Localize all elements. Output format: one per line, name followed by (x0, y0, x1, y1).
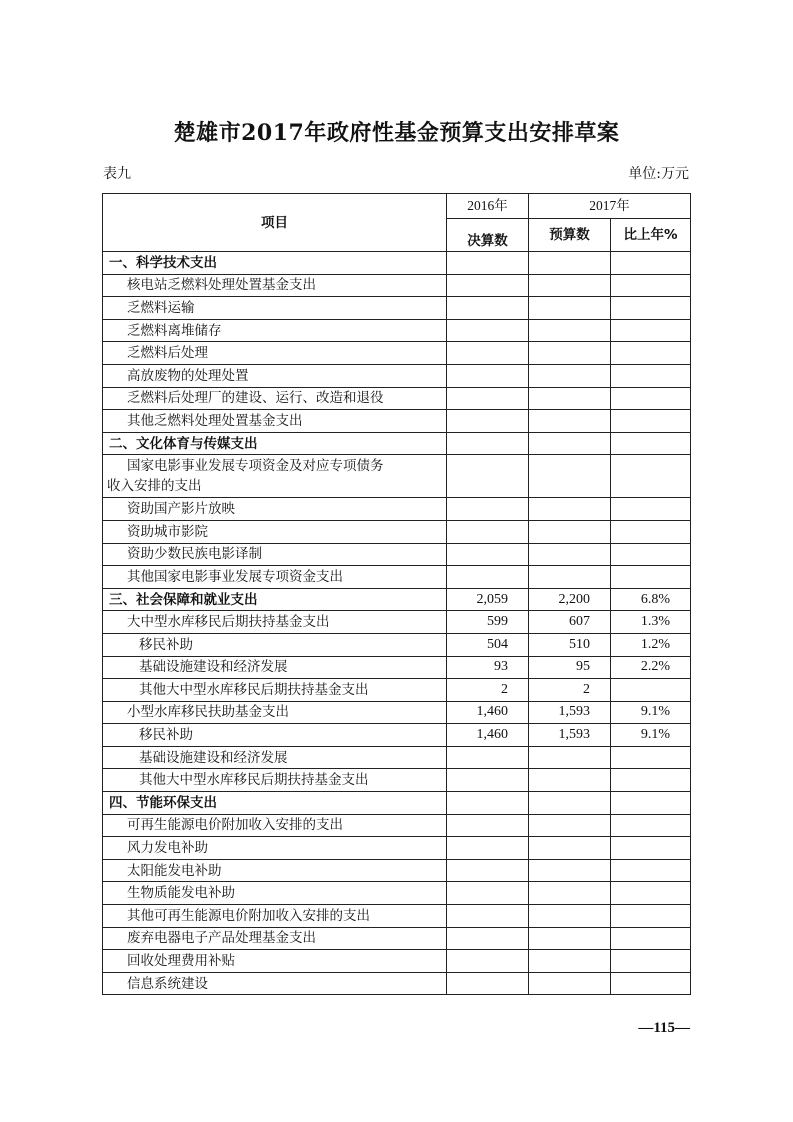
value-ratio (611, 387, 691, 410)
value-ratio (611, 543, 691, 566)
header-row-1 (103, 194, 691, 219)
header-item: 项目 (103, 194, 447, 252)
value-2017: 1,593 (529, 701, 611, 724)
table-row (103, 950, 691, 973)
value-2017: 607 (529, 611, 611, 634)
value-2016 (447, 814, 529, 837)
value-2016 (447, 297, 529, 320)
value-2017 (529, 297, 611, 320)
item-label: 可再生能源电价附加收入安排的支出 (103, 814, 447, 837)
item-label: 基础设施建设和经济发展 (103, 656, 447, 679)
value-2017 (529, 364, 611, 387)
item-label: 高放废物的处理处置 (103, 364, 447, 387)
item-label: 基础设施建设和经济发展 (103, 746, 447, 769)
section-label: 三、社会保障和就业支出 (103, 588, 447, 611)
value-ratio (611, 746, 691, 769)
value-ratio: 6.8% (611, 588, 691, 611)
table-row (103, 498, 691, 521)
value-2016 (447, 498, 529, 521)
value-ratio (611, 566, 691, 589)
item-label: 废弃电器电子产品处理基金支出 (103, 927, 447, 950)
value-2017 (529, 814, 611, 837)
value-2017 (529, 498, 611, 521)
table-row (103, 701, 691, 724)
item-label: 大中型水库移民后期扶持基金支出 (103, 611, 447, 634)
value-2016 (447, 410, 529, 433)
value-2016 (447, 905, 529, 928)
table-row (103, 656, 691, 679)
value-2016 (447, 927, 529, 950)
value-ratio (611, 882, 691, 905)
table-number: 表九 (103, 166, 131, 182)
header-budget: 预算数 (529, 219, 611, 252)
value-2017 (529, 342, 611, 365)
value-2017 (529, 319, 611, 342)
value-ratio (611, 905, 691, 928)
value-ratio (611, 859, 691, 882)
table-row (103, 837, 691, 860)
value-2016: 2 (447, 679, 529, 702)
unit-label: 单位:万元 (628, 166, 689, 182)
value-2016 (447, 387, 529, 410)
value-2017: 1,593 (529, 724, 611, 747)
item-label (103, 455, 447, 498)
table-row (103, 364, 691, 387)
value-ratio (611, 769, 691, 792)
value-2016 (447, 543, 529, 566)
value-2017: 2,200 (529, 588, 611, 611)
section-label: 二、文化体育与传媒支出 (103, 432, 447, 455)
value-ratio: 1.3% (611, 611, 691, 634)
value-2016 (447, 972, 529, 995)
value-2017 (529, 252, 611, 275)
value-2017 (529, 792, 611, 815)
table-row (103, 792, 691, 815)
value-2017 (529, 543, 611, 566)
value-2016 (447, 769, 529, 792)
table-row (103, 972, 691, 995)
table-row (103, 679, 691, 702)
table-row (103, 520, 691, 543)
value-2017: 95 (529, 656, 611, 679)
value-2017 (529, 950, 611, 973)
value-ratio (611, 837, 691, 860)
value-ratio (611, 410, 691, 433)
budget-table (102, 193, 691, 995)
value-2017 (529, 859, 611, 882)
item-label: 其他可再生能源电价附加收入安排的支出 (103, 905, 447, 928)
value-ratio (611, 679, 691, 702)
value-2017 (529, 927, 611, 950)
item-label: 太阳能发电补助 (103, 859, 447, 882)
value-2017 (529, 972, 611, 995)
value-ratio (611, 972, 691, 995)
value-ratio (611, 319, 691, 342)
table-row (103, 882, 691, 905)
table-row (103, 543, 691, 566)
value-2016: 1,460 (447, 701, 529, 724)
value-ratio (611, 950, 691, 973)
page-number: —115— (638, 1020, 690, 1036)
value-2016: 504 (447, 633, 529, 656)
value-2016 (447, 882, 529, 905)
item-label: 小型水库移民扶助基金支出 (103, 701, 447, 724)
value-2016: 2,059 (447, 588, 529, 611)
table-row (103, 905, 691, 928)
table-row (103, 410, 691, 433)
table-row (103, 319, 691, 342)
table-row (103, 387, 691, 410)
table-row (103, 724, 691, 747)
item-label: 资助城市影院 (103, 520, 447, 543)
value-2017 (529, 566, 611, 589)
header-2016: 2016年 (447, 194, 529, 219)
value-2016: 93 (447, 656, 529, 679)
value-ratio (611, 520, 691, 543)
value-ratio (611, 432, 691, 455)
item-label: 资助国产影片放映 (103, 498, 447, 521)
value-ratio (611, 927, 691, 950)
table-row (103, 342, 691, 365)
value-2016 (447, 746, 529, 769)
table-row (103, 432, 691, 455)
value-2017: 510 (529, 633, 611, 656)
value-ratio (611, 342, 691, 365)
table-row (103, 566, 691, 589)
item-label: 资助少数民族电影译制 (103, 543, 447, 566)
value-2017 (529, 905, 611, 928)
value-2017 (529, 387, 611, 410)
section-label: 四、节能环保支出 (103, 792, 447, 815)
value-2017 (529, 520, 611, 543)
value-2017: 2 (529, 679, 611, 702)
table-row (103, 588, 691, 611)
value-ratio (611, 274, 691, 297)
value-ratio (611, 297, 691, 320)
value-2016 (447, 364, 529, 387)
item-label: 乏燃料后处理 (103, 342, 447, 365)
value-2016 (447, 566, 529, 589)
value-2017 (529, 274, 611, 297)
table-row (103, 859, 691, 882)
table-row (103, 746, 691, 769)
item-label: 其他国家电影事业发展专项资金支出 (103, 566, 447, 589)
value-2017 (529, 746, 611, 769)
value-2017 (529, 410, 611, 433)
table-row (103, 455, 691, 498)
table-row (103, 611, 691, 634)
value-ratio: 1.2% (611, 633, 691, 656)
value-2017 (529, 837, 611, 860)
value-2016: 1,460 (447, 724, 529, 747)
value-2017 (529, 432, 611, 455)
value-2016 (447, 792, 529, 815)
item-label: 移民补助 (103, 724, 447, 747)
table-row (103, 769, 691, 792)
header-2016-final: 决算数 (447, 219, 529, 252)
table-row (103, 814, 691, 837)
value-2016 (447, 859, 529, 882)
value-2016 (447, 319, 529, 342)
item-label: 乏燃料运输 (103, 297, 447, 320)
value-ratio (611, 498, 691, 521)
item-label: 乏燃料离堆储存 (103, 319, 447, 342)
table-row (103, 633, 691, 656)
value-2016 (447, 252, 529, 275)
item-label: 风力发电补助 (103, 837, 447, 860)
value-ratio (611, 814, 691, 837)
header-ratio: 比上年% (611, 219, 691, 252)
value-2016 (447, 520, 529, 543)
section-label: 一、科学技术支出 (103, 252, 447, 275)
value-2016 (447, 432, 529, 455)
item-label: 其他乏燃料处理处置基金支出 (103, 410, 447, 433)
value-ratio (611, 252, 691, 275)
value-ratio (611, 792, 691, 815)
value-2016 (447, 342, 529, 365)
item-label-line2: 收入安排的支出 (107, 478, 202, 495)
item-label: 回收处理费用补贴 (103, 950, 447, 973)
value-2017 (529, 769, 611, 792)
value-ratio (611, 455, 691, 498)
item-label: 其他大中型水库移民后期扶持基金支出 (103, 679, 447, 702)
header-2017: 2017年 (529, 194, 691, 219)
value-ratio: 9.1% (611, 724, 691, 747)
value-2016 (447, 950, 529, 973)
table-row (103, 252, 691, 275)
value-ratio (611, 364, 691, 387)
item-label: 移民补助 (103, 633, 447, 656)
item-label: 乏燃料后处理厂的建设、运行、改造和退役 (103, 387, 447, 410)
item-label: 其他大中型水库移民后期扶持基金支出 (103, 769, 447, 792)
page-title: 楚雄市2017年政府性基金预算支出安排草案 (173, 120, 620, 146)
item-label: 核电站乏燃料处理处置基金支出 (103, 274, 447, 297)
table-row (103, 297, 691, 320)
value-2017 (529, 882, 611, 905)
value-ratio: 9.1% (611, 701, 691, 724)
value-2016: 599 (447, 611, 529, 634)
table-row (103, 274, 691, 297)
item-label-line1: 国家电影事业发展专项资金及对应专项债务 (127, 458, 384, 475)
value-2016 (447, 274, 529, 297)
table-row (103, 927, 691, 950)
value-ratio: 2.2% (611, 656, 691, 679)
item-label: 信息系统建设 (103, 972, 447, 995)
value-2016 (447, 837, 529, 860)
value-2017 (529, 455, 611, 498)
item-label: 生物质能发电补助 (103, 882, 447, 905)
value-2016 (447, 455, 529, 498)
